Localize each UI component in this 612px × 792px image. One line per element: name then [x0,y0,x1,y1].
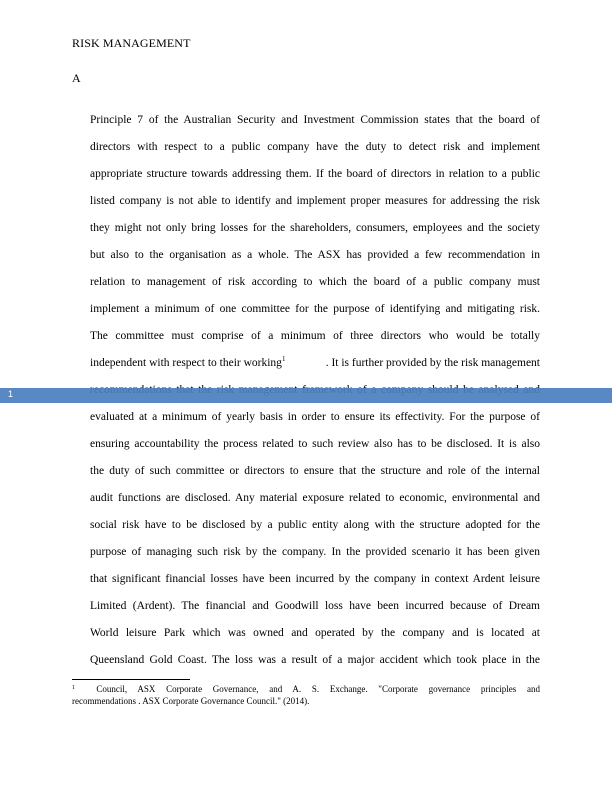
body-line: World leisure Park which was owned and operated by the company and is located at [90,627,540,639]
section-letter: A [72,71,81,85]
body-line: implement a minimum of one committee for the purpose of identifying and mitigating risk. [90,303,540,315]
footnote-divider [72,679,190,680]
body-line: The committee must comprise of a minimum of three directors who would be totally [90,330,540,342]
body-line: audit functions are disclosed. Any material exposure related to economic, environmental and [90,492,540,504]
body-line: appropriate structure towards addressing them. If the board of directors in relation to a public [90,168,540,180]
body-line: Limited (Ardent). The financial and Goodwill loss have been incurred because of Dream [90,600,540,612]
body-line: evaluated at a minimum of yearly basis in order to ensure its effectivity. For the purpose of [90,411,540,423]
footnote-line: recommendations . ASX Corporate Governance Council." (2014). [72,696,310,706]
body-line: but also to the organisation as a whole. The ASX has provided a few recommendation in [90,249,540,261]
body-line-pre: independent with respect to their working [90,357,282,369]
body-line: Principle 7 of the Australian Security and Investment Commission states that the board of [90,114,540,126]
page-break-band [0,388,612,403]
body-line: social risk have to be disclosed by a public entity along with the structure adopted for the [90,519,540,531]
footnote-text-1: Council, ASX Corporate Governance, and A. S. Exchange. "Corporate governance principles and [96,684,541,694]
body-line: purpose of managing such risk by the company. In the provided scenario it has been given [90,546,540,558]
body-line: listed company is not able to identify and implement proper measures for addressing the risk [90,195,540,207]
body-line: that significant financial losses have been incurred by the company in context Ardent leisure [90,573,540,585]
body-line: the duty of such committee or directors to ensure that the structure and role of the internal [90,465,540,477]
body-line: relation to management of risk according to which the board of a public company must [90,276,540,288]
footnote-reference[interactable]: 1 [281,355,286,363]
page-title: RISK MANAGEMENT [72,36,191,50]
body-line: directors with respect to a public company have the duty to detect risk and implement [90,141,540,153]
body-line: Queensland Gold Coast. The loss was a result of a major accident which took place in the [90,654,540,666]
footnote-line [72,683,540,695]
body-line-with-footnote-ref [90,350,540,377]
footnote-marker: 1 [72,685,75,691]
body-line-post: . It is further provided by the risk management [325,357,540,369]
page-number: 1 [8,389,14,399]
body-line: they might not only bring losses for the shareholders, consumers, employees and the society [90,222,540,234]
body-line: ensuring accountability the process related to such review also has to be disclosed. It is also [90,438,540,450]
footnote [72,683,540,707]
